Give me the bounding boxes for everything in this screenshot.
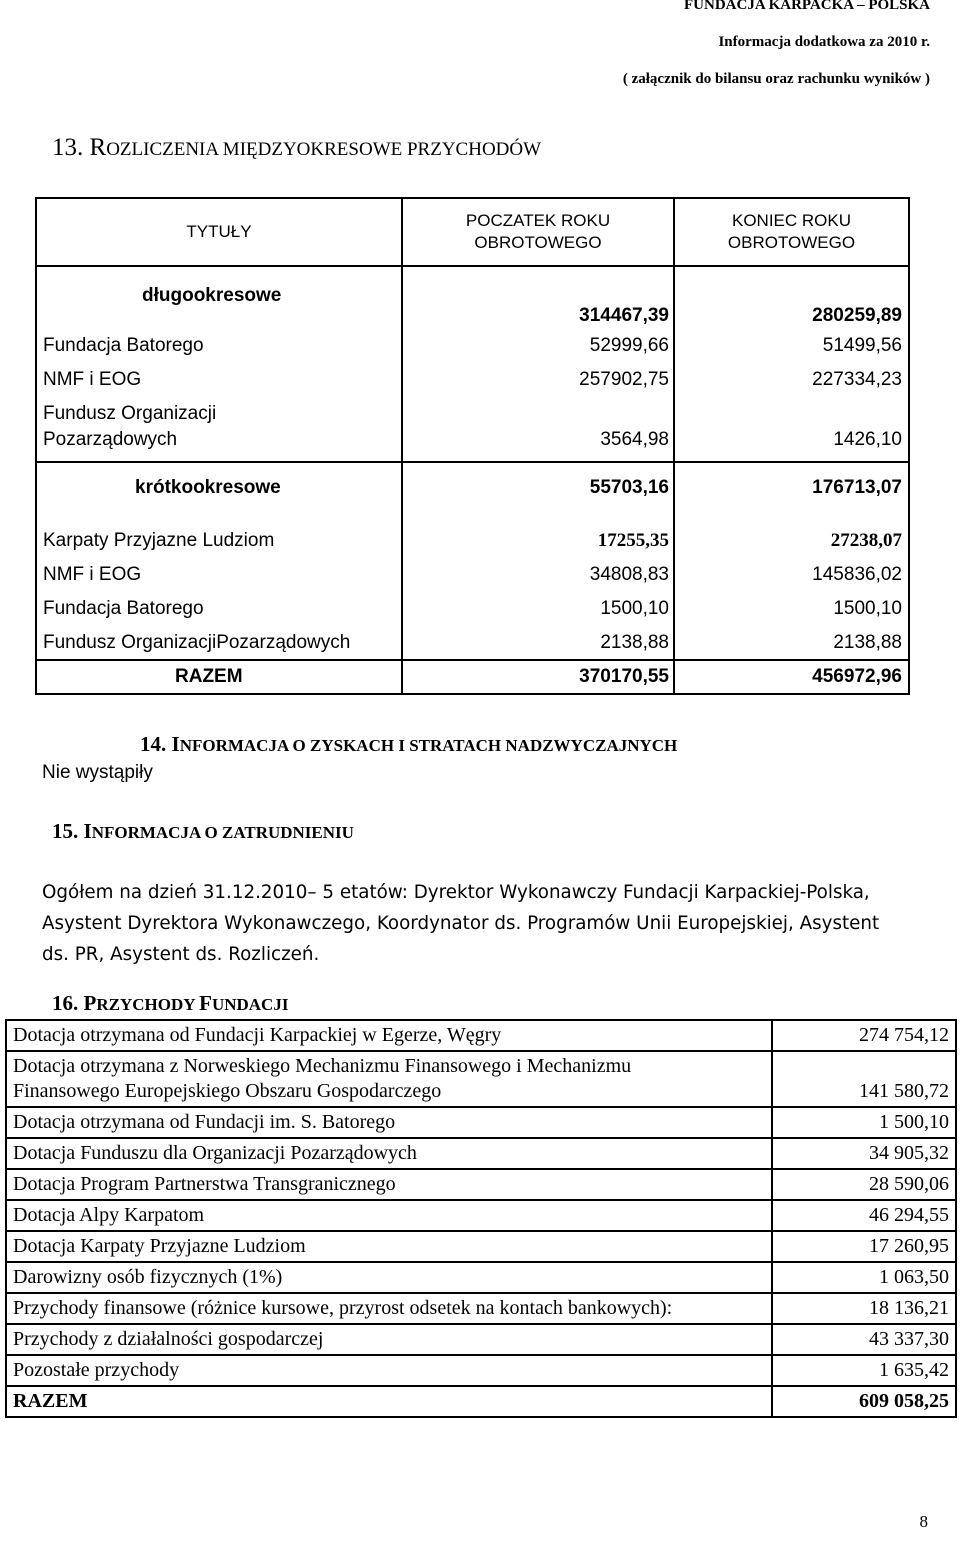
table-row: NMF i EOG 34808,83 145836,02: [43, 564, 902, 585]
table-row-long-total: 314467,39 280259,89: [579, 305, 902, 326]
section-15-body: Ogółem na dzień 31.12.2010– 5 etatów: Dyrektor Wykonawczy Fundacji Karpackiej-Polska, Asystent Dyrektora Wykonawczego, Koordynator ds. Programów Unii Europejskiej, Asystent ds. PR, Asystent ds. Rozliczeń.: [42, 882, 880, 965]
table-row: Dotacja Funduszu dla Organizacji Pozarządowych 34 905,32: [6, 1138, 956, 1169]
section-15-title: 15. INFORMACJA O ZATRUDNIENIU: [52, 819, 354, 843]
section-16-title: 16. PRZYCHODY FUNDACJI: [52, 991, 289, 1015]
table-row: Dotacja otrzymana od Fundacji im. S. Batorego 1 500,10: [6, 1107, 956, 1138]
table-row: NMF i EOG 257902,75 227334,23: [43, 369, 902, 390]
header-note: ( załącznik do bilansu oraz rachunku wyników ): [622, 71, 930, 87]
col-titles-header: TYTUŁY: [37, 199, 403, 265]
table-row: Przychody finansowe (różnice kursowe, przyrost odsetek na kontach bankowych): 18 136,21: [6, 1293, 956, 1324]
table-row: Dotacja Program Partnerstwa Transgranicznego 28 590,06: [6, 1169, 956, 1200]
table-row-fop-2: Pozarządowych 3564,98 1426,10: [43, 429, 902, 450]
table-row: Fundacja Batorego 1500,10 1500,10: [43, 598, 902, 619]
table-row: Fundacja Batorego 52999,66 51499,56: [43, 335, 902, 356]
section-14-title: 14. INFORMACJA O ZYSKACH I STRATACH NADZWYCZAJNYCH: [140, 732, 678, 756]
col-start-header: POCZATEK ROKU OBROTOWEGO: [403, 199, 675, 265]
table-row: Karpaty Przyjazne Ludziom 17255,35 27238,07: [43, 530, 902, 551]
header-subtitle: Informacja dodatkowa za 2010 r.: [718, 34, 930, 50]
table-row: Dotacja Alpy Karpatom 46 294,55: [6, 1200, 956, 1231]
deferred-income-table: [35, 197, 910, 695]
table-row: Przychody z działalności gospodarczej 43 337,30: [6, 1324, 956, 1355]
section-13-title: 13. ROZLICZENIA MIĘDZYOKRESOWE PRZYCHODÓW: [52, 134, 542, 161]
page-number: 8: [919, 1512, 928, 1531]
table-header-row: [37, 199, 908, 267]
table-row: Dotacja Karpaty Przyjazne Ludziom 17 260,95: [6, 1231, 956, 1262]
col-end-header: KONIEC ROKU OBROTOWEGO: [727, 211, 856, 252]
table-row: Dotacja otrzymana z Norweskiego Mechanizmu Finansowego i Mechanizmu Finansowego Europejskiego Obszaru Gospodarczego 141 580,72: [6, 1051, 956, 1107]
section-14-body: Nie wystąpiły: [42, 762, 153, 783]
table-row-fop-1: Fundusz Organizacji: [43, 403, 217, 424]
table-row: Fundusz OrganizacjiPozarządowych 2138,88 2138,88: [43, 632, 902, 653]
table-row: Darowizny osób fizycznych (1%) 1 063,50: [6, 1262, 956, 1293]
table-row-long-label: długookresowe: [142, 285, 282, 306]
table-row: Pozostałe przychody 1 635,42: [6, 1355, 956, 1386]
header-org: FUNDACJA KARPACKA – POLSKA: [684, 0, 930, 13]
table-row-short-total: krótkookresowe 55703,16 176713,07: [135, 477, 902, 498]
table-row: Dotacja otrzymana od Fundacji Karpackiej w Egerze, Węgry 274 754,12: [6, 1020, 956, 1051]
foundation-income-table: [5, 1019, 957, 1418]
table-row-grand-total: RAZEM 370170,55 456972,96: [175, 666, 902, 687]
table-row-total: RAZEM 609 058,25: [6, 1386, 956, 1417]
